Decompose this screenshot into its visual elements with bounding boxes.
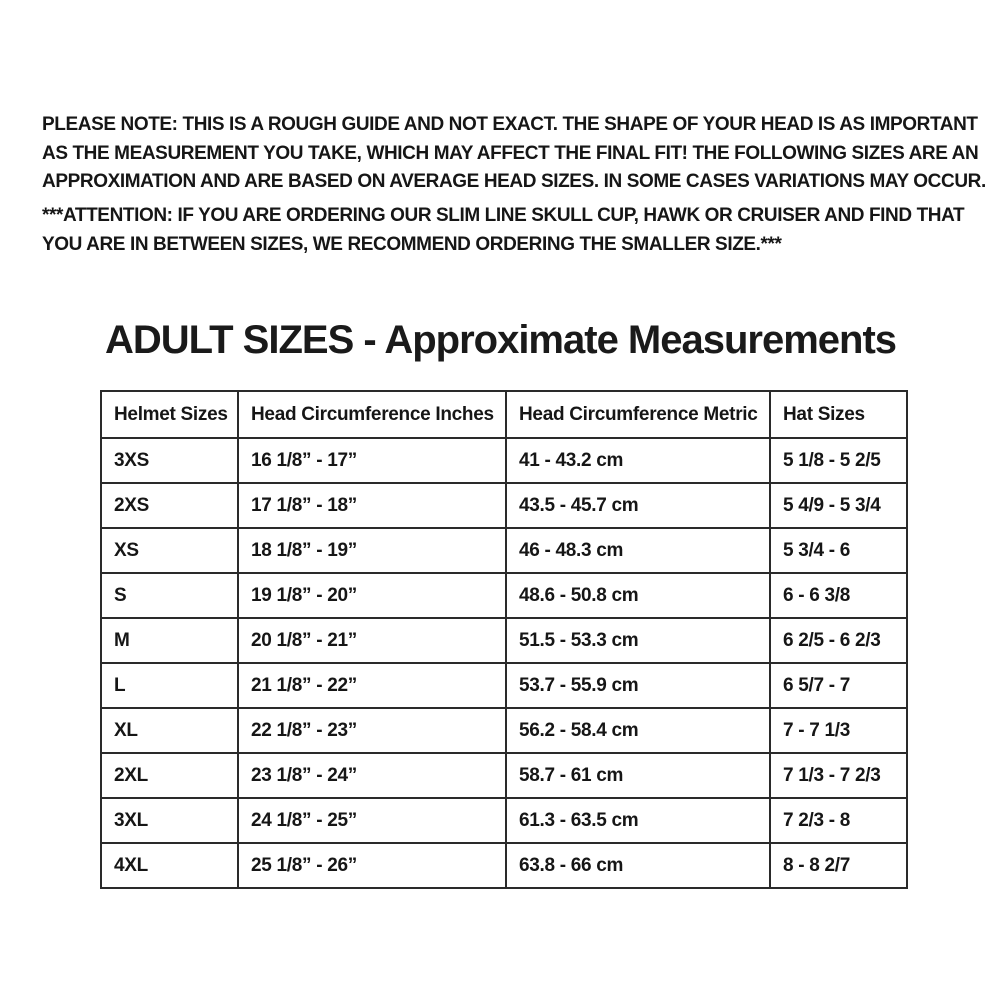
note-paragraph	[42, 111, 986, 197]
cell-circumference-inches: 25 1/8” - 26”	[238, 843, 506, 888]
table-row	[101, 663, 907, 708]
cell-circumference-metric: 51.5 - 53.3 cm	[506, 618, 770, 663]
page-title: ADULT SIZES - Approximate Measurements	[105, 318, 897, 362]
table-row	[101, 708, 907, 753]
cell-circumference-inches: 21 1/8” - 22”	[238, 663, 506, 708]
cell-helmet-size: 3XS	[101, 438, 238, 483]
cell-hat-size: 8 - 8 2/7	[770, 843, 907, 888]
cell-circumference-metric: 58.7 - 61 cm	[506, 753, 770, 798]
cell-circumference-metric: 41 - 43.2 cm	[506, 438, 770, 483]
cell-hat-size: 5 1/8 - 5 2/5	[770, 438, 907, 483]
cell-circumference-inches: 17 1/8” - 18”	[238, 483, 506, 528]
cell-hat-size: 5 3/4 - 6	[770, 528, 907, 573]
cell-hat-size: 7 1/3 - 7 2/3	[770, 753, 907, 798]
column-header-hat-sizes: Hat Sizes	[770, 391, 907, 438]
table-row	[101, 528, 907, 573]
cell-helmet-size: M	[101, 618, 238, 663]
cell-helmet-size: 2XL	[101, 753, 238, 798]
cell-helmet-size: 3XL	[101, 798, 238, 843]
cell-helmet-size: XL	[101, 708, 238, 753]
cell-circumference-inches: 22 1/8” - 23”	[238, 708, 506, 753]
note-line: APPROXIMATION AND ARE BASED ON AVERAGE HEAD SIZES. IN SOME CASES VARIATIONS MAY OCCUR.	[42, 171, 986, 192]
cell-hat-size: 6 5/7 - 7	[770, 663, 907, 708]
cell-circumference-metric: 63.8 - 66 cm	[506, 843, 770, 888]
cell-helmet-size: L	[101, 663, 238, 708]
cell-helmet-size: XS	[101, 528, 238, 573]
cell-circumference-metric: 48.6 - 50.8 cm	[506, 573, 770, 618]
column-header-circumference-inches: Head Circumference Inches	[238, 391, 506, 438]
cell-helmet-size: 2XS	[101, 483, 238, 528]
cell-hat-size: 6 2/5 - 6 2/3	[770, 618, 907, 663]
cell-circumference-inches: 16 1/8” - 17”	[238, 438, 506, 483]
cell-circumference-inches: 23 1/8” - 24”	[238, 753, 506, 798]
note-line: AS THE MEASUREMENT YOU TAKE, WHICH MAY AFFECT THE FINAL FIT! THE FOLLOWING SIZES ARE AN	[42, 142, 979, 164]
cell-helmet-size: S	[101, 573, 238, 618]
cell-circumference-inches: 20 1/8” - 21”	[238, 618, 506, 663]
attention-paragraph	[42, 202, 964, 259]
table-row	[101, 438, 907, 483]
cell-circumference-metric: 56.2 - 58.4 cm	[506, 708, 770, 753]
table-row	[101, 483, 907, 528]
column-header-helmet-sizes: Helmet Sizes	[101, 391, 238, 438]
cell-circumference-inches: 24 1/8” - 25”	[238, 798, 506, 843]
table-row	[101, 798, 907, 843]
table-row	[101, 753, 907, 798]
cell-hat-size: 6 - 6 3/8	[770, 573, 907, 618]
cell-circumference-metric: 46 - 48.3 cm	[506, 528, 770, 573]
attention-line: ***ATTENTION: IF YOU ARE ORDERING OUR SLIM LINE SKULL CUP, HAWK OR CRUISER AND FIND THAT	[42, 205, 965, 226]
cell-circumference-metric: 43.5 - 45.7 cm	[506, 483, 770, 528]
cell-circumference-metric: 61.3 - 63.5 cm	[506, 798, 770, 843]
table-row	[101, 573, 907, 618]
note-line: PLEASE NOTE: THIS IS A ROUGH GUIDE AND NOT EXACT. THE SHAPE OF YOUR HEAD IS AS IMPORTANT	[42, 114, 978, 135]
size-table	[100, 390, 908, 889]
cell-circumference-metric: 53.7 - 55.9 cm	[506, 663, 770, 708]
attention-line: YOU ARE IN BETWEEN SIZES, WE RECOMMEND ORDERING THE SMALLER SIZE.***	[42, 233, 782, 255]
cell-hat-size: 5 4/9 - 5 3/4	[770, 483, 907, 528]
cell-hat-size: 7 2/3 - 8	[770, 798, 907, 843]
cell-circumference-inches: 18 1/8” - 19”	[238, 528, 506, 573]
column-header-circumference-metric: Head Circumference Metric	[506, 391, 770, 438]
table-header-row	[101, 391, 907, 438]
cell-hat-size: 7 - 7 1/3	[770, 708, 907, 753]
cell-helmet-size: 4XL	[101, 843, 238, 888]
cell-circumference-inches: 19 1/8” - 20”	[238, 573, 506, 618]
table-row	[101, 618, 907, 663]
table-row	[101, 843, 907, 888]
